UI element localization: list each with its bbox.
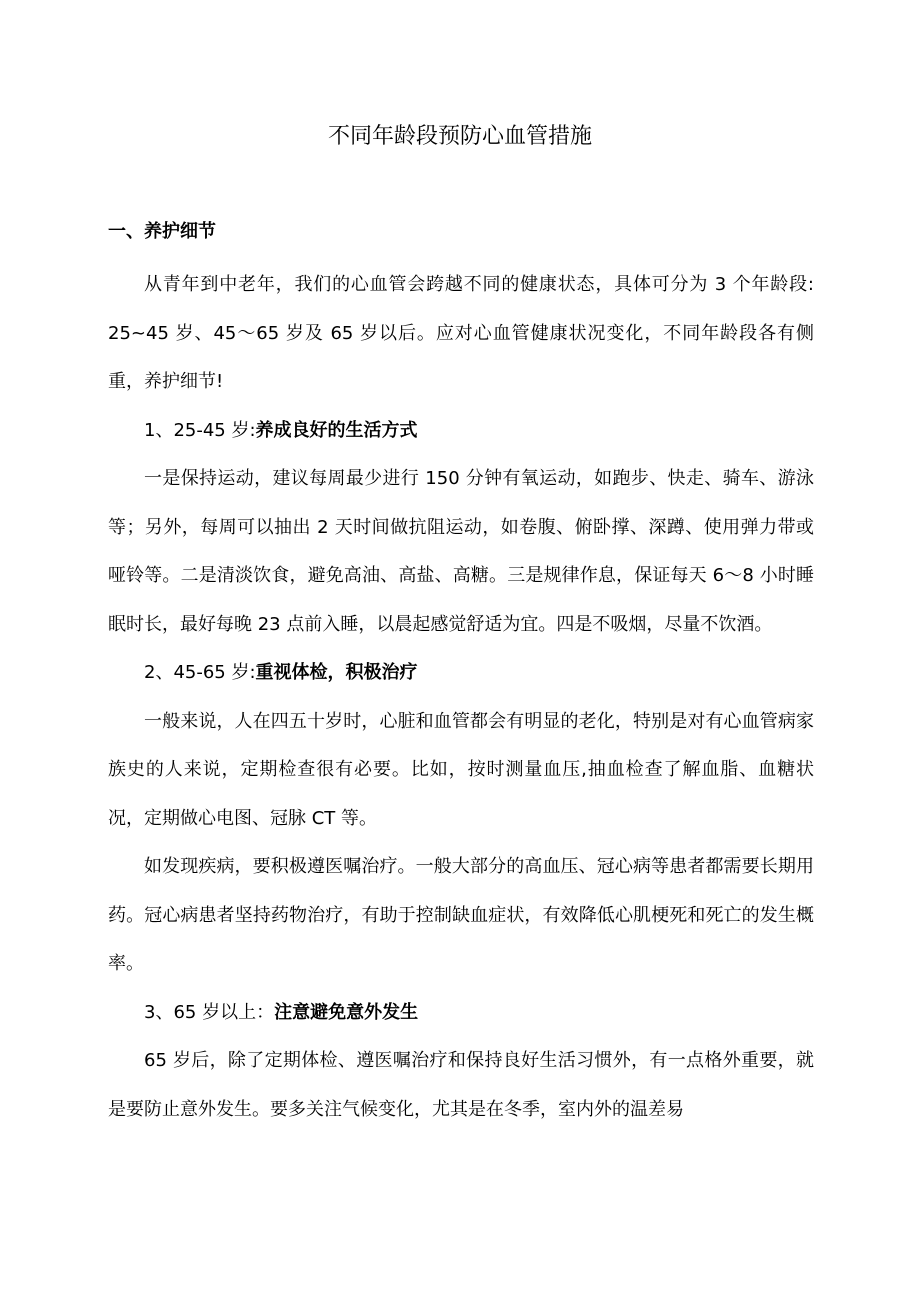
paragraph-3-1: 65 岁后，除了定期体检、遵医嘱治疗和保持良好生活习惯外，有一点格外重要，就是要防止意外发生。要多关注气候变化，尤其是在冬季，室内外的温差易 [108,1050,814,1120]
subsection-title-2: 重视体检，积极治疗 [255,662,418,683]
subsection-prefix-1: 1、25-45 岁: [144,419,256,441]
document-body [108,213,814,1134]
subsection-title-3: 注意避免意外发生 [274,1001,419,1023]
subsection-heading-2 [108,649,814,698]
paragraph-2-2: 如发现疾病，要积极遵医嘱治疗。一般大部分的高血压、冠心病等患者都需要长期用药。冠心病患者坚持药物治疗，有助于控制缺血症状，有效降低心肌梗死和死亡的发生概率。 [108,856,814,974]
document-title: 不同年龄段预防心血管措施 [327,124,592,149]
subsection-prefix-3: 3、65 岁以上： [144,1001,275,1023]
subsection-heading-3 [108,989,814,1038]
subsection-title-1: 养成良好的生活方式 [255,419,418,441]
subsection-heading-1 [108,407,814,456]
subsection-prefix-2: 2、45-65 岁: [144,662,256,683]
paragraph-1-1: 一是保持运动，建议每周最少进行 150 分钟有氧运动，如跑步、快走、骑车、游泳等；另外，每周可以抽出 2 天时间做抗阻运动，如卷腹、俯卧撑、深蹲、使用弹力带或哑铃等。二是清淡饮食，避免高油、高盐、高糖。三是规律作息，保证每天 6～8 小时睡眠时长，最好每晚 23 点前入睡，以晨起感觉舒适为宜。四是不吸烟，尽量不饮酒。 [108,468,814,635]
paragraph-2-1: 一般来说，人在四五十岁时，心脏和血管都会有明显的老化，特别是对有心血管病家族史的人来说，定期检查很有必要。比如，按时测量血压,抽血检查了解血脂、血糖状况，定期做心电图、冠脉 CT 等。 [108,710,814,829]
intro-paragraph: 从青年到中老年，我们的心血管会跨越不同的健康状态，具体可分为 3 个年龄段: 25~45 岁、45～65 岁及 65 岁以后。应对心血管健康状况变化，不同年龄段各有侧重，养护细节! [108,274,814,392]
section-heading: 一、养护细节 [108,221,216,242]
